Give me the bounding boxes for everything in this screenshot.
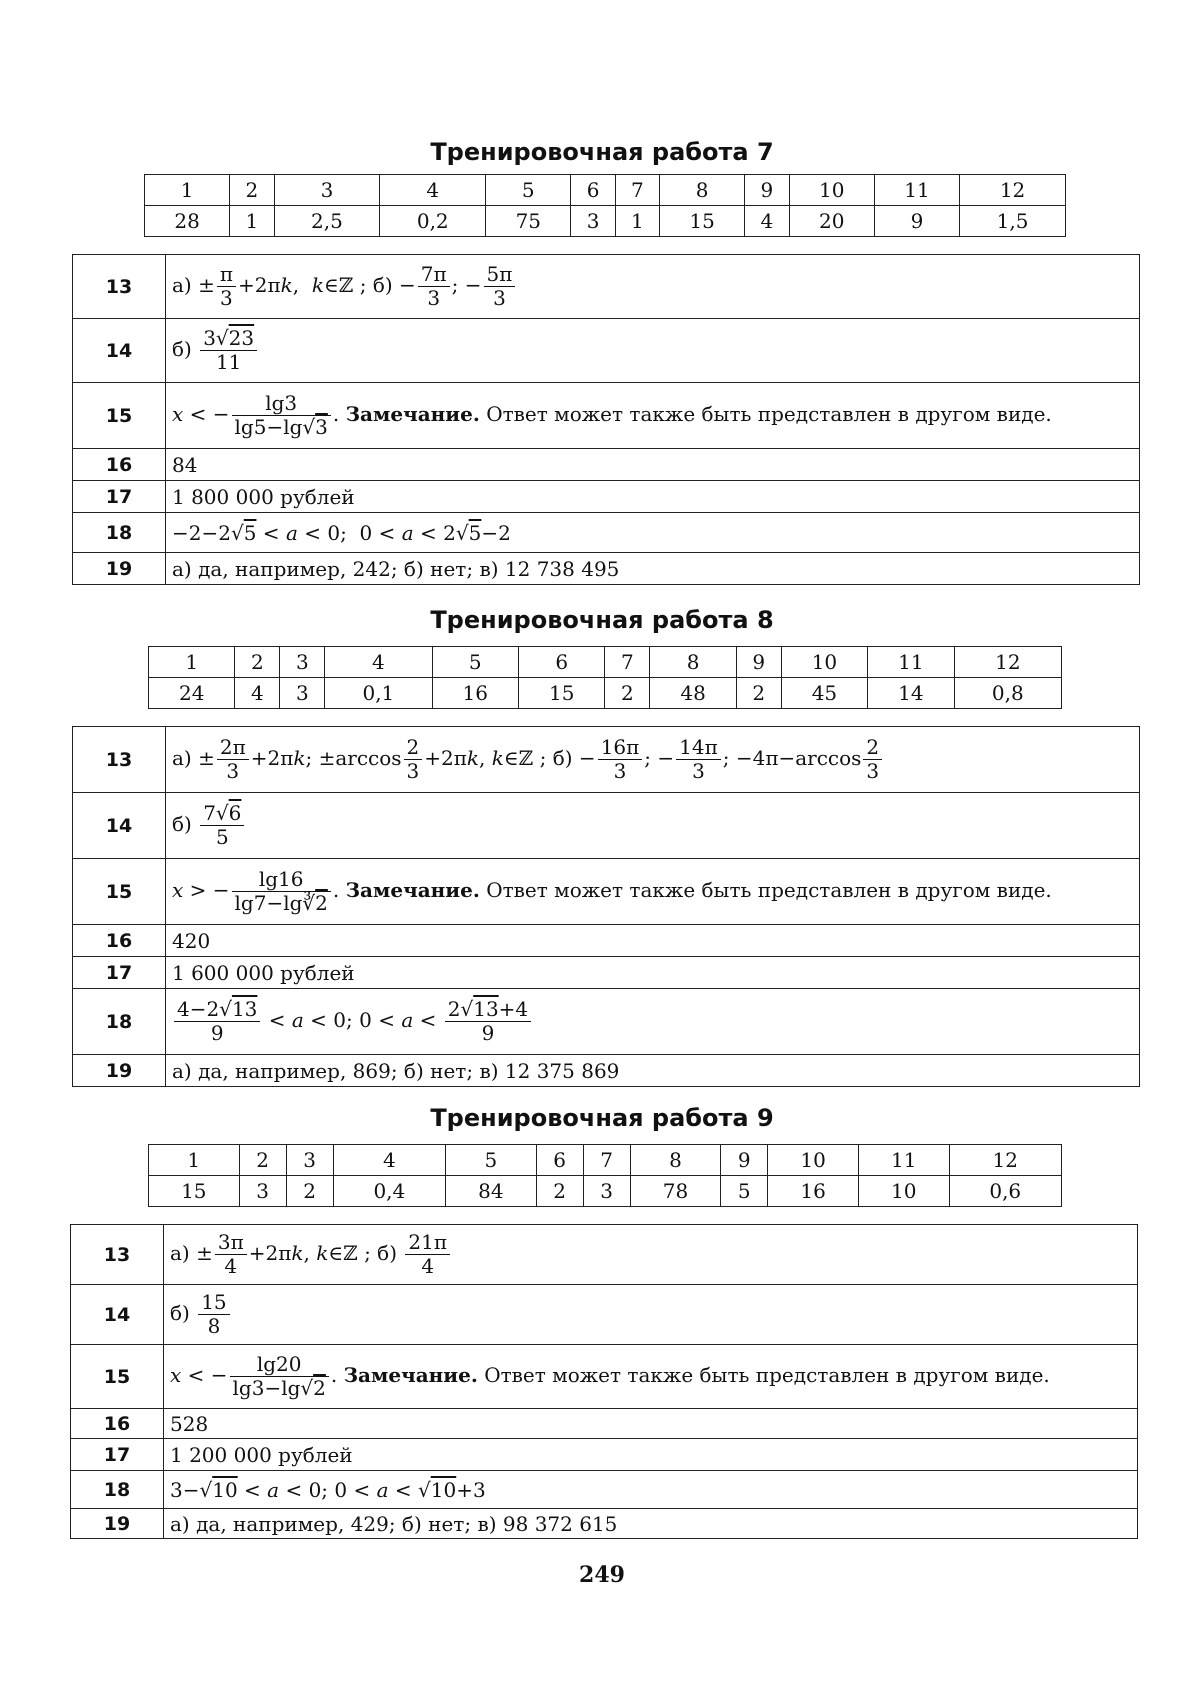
task-number: 15	[71, 1345, 164, 1409]
answer-cell: 2	[536, 1176, 583, 1207]
header-cell: 12	[949, 1145, 1062, 1176]
header-cell: 9	[736, 647, 781, 678]
header-cell: 11	[874, 175, 959, 206]
answer-cell: 0,2	[380, 206, 486, 237]
header-cell: 1	[149, 647, 235, 678]
table-row	[73, 727, 1140, 793]
header-row	[149, 647, 1062, 678]
remark-label: Замечание.	[345, 402, 480, 426]
answer-15: x < − $\frac{\lg 3}{\lg 5-\lg√3}$ . Замечание. Ответ может также быть представлен в другом виде.	[166, 383, 1140, 449]
table-row	[71, 1471, 1138, 1509]
table-row	[71, 1225, 1138, 1285]
answer-cell: 3	[239, 1176, 286, 1207]
task-number: 17	[73, 957, 166, 989]
table-row	[71, 1509, 1138, 1539]
answer-19: а) да, например, 429; б) нет; в) 98 372 615	[164, 1509, 1138, 1539]
answer-15: x < − $\frac{\lg 20}{\lg 3-\lg√2}$ . Замечание. Ответ может также быть представлен в другом виде.	[164, 1345, 1138, 1409]
answer-cell: 48	[650, 678, 736, 709]
answer-cell: 78	[630, 1176, 721, 1207]
task-number: 16	[71, 1409, 164, 1439]
work-8-short-answers	[148, 646, 1062, 709]
answer-cell: 2	[286, 1176, 333, 1207]
answer-18: 3−√10 < a < 0; 0 < a < √10+3	[164, 1471, 1138, 1509]
answer-cell: 2	[736, 678, 781, 709]
table-row	[73, 255, 1140, 319]
answer-cell: 0,8	[954, 678, 1061, 709]
answer-15: x > − $\frac{\lg 16}{\lg 7-\lg∛2}$ . Замечание. Ответ может также быть представлен в другом виде.	[166, 859, 1140, 925]
answer-row	[145, 206, 1066, 237]
header-cell: 10	[768, 1145, 859, 1176]
header-cell: 2	[239, 1145, 286, 1176]
answer-cell: 4	[235, 678, 280, 709]
remark-text: Ответ может также быть представлен в другом виде.	[486, 402, 1052, 426]
table-row	[73, 1055, 1140, 1087]
remark-label: Замечание.	[343, 1363, 478, 1387]
work-7-title: Тренировочная работа 7	[430, 138, 774, 166]
answer-cell: 9	[874, 206, 959, 237]
task-number: 15	[73, 859, 166, 925]
answer-cell: 16	[768, 1176, 859, 1207]
remark-text: Ответ может также быть представлен в другом виде.	[484, 1363, 1050, 1387]
answer-cell: 2	[605, 678, 650, 709]
header-cell: 4	[325, 647, 432, 678]
answer-cell: 3	[583, 1176, 630, 1207]
answer-cell: 1	[230, 206, 274, 237]
header-cell: 2	[235, 647, 280, 678]
header-cell: 10	[789, 175, 874, 206]
table-row	[73, 859, 1140, 925]
answer-16: 84	[166, 449, 1140, 481]
answer-cell: 1,5	[960, 206, 1066, 237]
answer-17: 1 800 000 рублей	[166, 481, 1140, 513]
header-cell: 8	[650, 647, 736, 678]
header-cell: 3	[274, 175, 380, 206]
answer-cell: 75	[486, 206, 571, 237]
answer-17: 1 200 000 рублей	[164, 1439, 1138, 1471]
answer-cell: 10	[858, 1176, 949, 1207]
remark-text: Ответ может также быть представлен в другом виде.	[486, 878, 1052, 902]
table-row	[73, 957, 1140, 989]
header-cell: 5	[432, 647, 518, 678]
answer-cell: 16	[432, 678, 518, 709]
answer-cell: 3	[280, 678, 325, 709]
answer-14: б) $\frac{7√6}{5}$	[166, 793, 1140, 859]
task-number: 19	[73, 553, 166, 585]
table-row	[73, 319, 1140, 383]
task-number: 18	[73, 989, 166, 1055]
header-cell: 1	[149, 1145, 240, 1176]
header-cell: 6	[571, 175, 615, 206]
header-cell: 6	[536, 1145, 583, 1176]
table-row	[73, 513, 1140, 553]
header-cell: 4	[333, 1145, 445, 1176]
answer-19: а) да, например, 869; б) нет; в) 12 375 869	[166, 1055, 1140, 1087]
work-8-title: Тренировочная работа 8	[430, 606, 774, 634]
table-row	[73, 793, 1140, 859]
table-row	[73, 383, 1140, 449]
table-row	[73, 989, 1140, 1055]
header-cell: 3	[280, 647, 325, 678]
header-cell: 7	[605, 647, 650, 678]
answer-cell: 20	[789, 206, 874, 237]
table-row	[71, 1439, 1138, 1471]
header-cell: 6	[518, 647, 604, 678]
task-number: 17	[73, 481, 166, 513]
answer-cell: 0,4	[333, 1176, 445, 1207]
work-7-long-answers	[72, 254, 1140, 585]
answer-cell: 24	[149, 678, 235, 709]
table-row	[73, 481, 1140, 513]
task-number: 18	[73, 513, 166, 553]
page-number: 249	[579, 1562, 625, 1588]
answer-19: а) да, например, 242; б) нет; в) 12 738 495	[166, 553, 1140, 585]
task-number: 16	[73, 925, 166, 957]
header-row	[145, 175, 1066, 206]
table-row	[71, 1409, 1138, 1439]
answer-16: 528	[164, 1409, 1138, 1439]
answer-cell: 84	[446, 1176, 537, 1207]
task-number: 13	[73, 727, 166, 793]
task-number: 13	[73, 255, 166, 319]
task-number: 19	[73, 1055, 166, 1087]
answer-cell: 0,1	[325, 678, 432, 709]
work-7-short-answers	[144, 174, 1066, 237]
answer-18: −2−2√5 < a < 0; 0 < a < 2√5−2	[166, 513, 1140, 553]
table-row	[73, 553, 1140, 585]
answer-cell: 15	[149, 1176, 240, 1207]
task-number: 13	[71, 1225, 164, 1285]
answer-row	[149, 678, 1062, 709]
task-number: 15	[73, 383, 166, 449]
header-cell: 12	[954, 647, 1061, 678]
answer-16: 420	[166, 925, 1140, 957]
header-cell: 4	[380, 175, 486, 206]
header-cell: 8	[660, 175, 745, 206]
task-number: 18	[71, 1471, 164, 1509]
task-number: 16	[73, 449, 166, 481]
table-row	[71, 1285, 1138, 1345]
answer-cell: 45	[781, 678, 867, 709]
task-number: 17	[71, 1439, 164, 1471]
header-cell: 11	[858, 1145, 949, 1176]
remark-label: Замечание.	[345, 878, 480, 902]
answer-cell: 5	[721, 1176, 768, 1207]
task-number: 14	[71, 1285, 164, 1345]
header-cell: 9	[745, 175, 789, 206]
answer-cell: 1	[615, 206, 659, 237]
answer-cell: 0,6	[949, 1176, 1062, 1207]
header-cell: 3	[286, 1145, 333, 1176]
table-row	[73, 449, 1140, 481]
header-row	[149, 1145, 1062, 1176]
header-cell: 10	[781, 647, 867, 678]
header-cell: 7	[615, 175, 659, 206]
work-9-long-answers	[70, 1224, 1138, 1539]
header-cell: 2	[230, 175, 274, 206]
answer-13: а) ± $\frac{\pi}{3}$ +2πk, k∈ℤ ; б) − $\frac{7\pi}{3}$ ; − $\frac{5\pi}{3}$	[166, 255, 1140, 319]
answer-cell: 4	[745, 206, 789, 237]
answer-cell: 28	[145, 206, 230, 237]
task-number: 19	[71, 1509, 164, 1539]
answer-cell: 3	[571, 206, 615, 237]
work-9-title: Тренировочная работа 9	[430, 1104, 774, 1132]
answer-cell: 2,5	[274, 206, 380, 237]
answer-17: 1 600 000 рублей	[166, 957, 1140, 989]
answer-14: б) $\frac{15}{8}$	[164, 1285, 1138, 1345]
answer-13: а) ± $\frac{2\pi}{3}$ +2πk; ±arccos $\frac{2}{3}$ +2πk, k∈ℤ ; б) − $\frac{16\pi}{3}$ ; − $\frac{14\pi}{3}$ ; −4π−arccos $\frac{2}{3}$	[166, 727, 1140, 793]
header-cell: 1	[145, 175, 230, 206]
answer-cell: 15	[518, 678, 604, 709]
header-cell: 11	[868, 647, 954, 678]
answer-row	[149, 1176, 1062, 1207]
task-number: 14	[73, 793, 166, 859]
header-cell: 7	[583, 1145, 630, 1176]
answer-cell: 14	[868, 678, 954, 709]
answer-13: а) ± $\frac{3\pi}{4}$ +2πk, k∈ℤ ; б) $\frac{21\pi}{4}$	[164, 1225, 1138, 1285]
table-row	[71, 1345, 1138, 1409]
answer-cell: 15	[660, 206, 745, 237]
work-8-long-answers	[72, 726, 1140, 1087]
header-cell: 5	[446, 1145, 537, 1176]
header-cell: 8	[630, 1145, 721, 1176]
work-9-short-answers	[148, 1144, 1062, 1207]
header-cell: 5	[486, 175, 571, 206]
answer-14: б) $\frac{3√23}{11}$	[166, 319, 1140, 383]
task-number: 14	[73, 319, 166, 383]
table-row	[73, 925, 1140, 957]
header-cell: 9	[721, 1145, 768, 1176]
header-cell: 12	[960, 175, 1066, 206]
answer-18: $\frac{4-2√13}{9}$ < a < 0; 0 < a < $\frac{2√13+4}{9}$	[166, 989, 1140, 1055]
